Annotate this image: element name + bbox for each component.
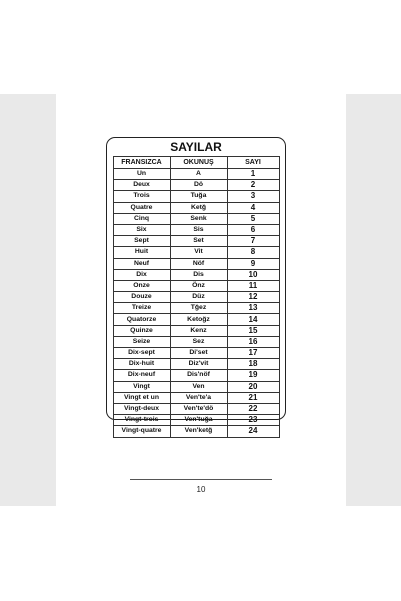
cell-number: 11: [227, 280, 279, 291]
cell-number: 4: [227, 202, 279, 213]
table-row: [113, 348, 279, 359]
cell-pronunciation: Nöf: [170, 258, 227, 269]
cell-pronunciation: Tuğa: [170, 191, 227, 202]
cell-number: 24: [227, 426, 279, 437]
cell-french: Dix-neuf: [113, 370, 170, 381]
cell-french: Un: [113, 169, 170, 180]
header-number: SAYI: [227, 157, 279, 169]
cell-french: Vingt-trois: [113, 415, 170, 426]
table-row: [113, 415, 279, 426]
cell-french: Deux: [113, 180, 170, 191]
table-row: [113, 392, 279, 403]
cell-french: Treize: [113, 303, 170, 314]
cell-number: 16: [227, 336, 279, 347]
cell-pronunciation: Set: [170, 236, 227, 247]
table-row: [113, 381, 279, 392]
footer-rule: [130, 479, 272, 480]
table-row: [113, 180, 279, 191]
table-row: [113, 247, 279, 258]
table-row: [113, 303, 279, 314]
table-row: [113, 169, 279, 180]
table-row: [113, 236, 279, 247]
cell-pronunciation: Ven'te'dö: [170, 403, 227, 414]
table-row: [113, 359, 279, 370]
cell-pronunciation: Ven'ketğ: [170, 426, 227, 437]
cell-pronunciation: Düz: [170, 292, 227, 303]
cell-number: 9: [227, 258, 279, 269]
cell-pronunciation: Di'set: [170, 348, 227, 359]
cell-pronunciation: Senk: [170, 213, 227, 224]
cell-french: Vingt: [113, 381, 170, 392]
cell-french: Huit: [113, 247, 170, 258]
cell-pronunciation: Vit: [170, 247, 227, 258]
cell-number: 10: [227, 269, 279, 280]
cell-number: 23: [227, 415, 279, 426]
cell-number: 13: [227, 303, 279, 314]
page-number: 10: [196, 485, 206, 494]
card-title: SAYILAR: [170, 140, 222, 154]
cell-pronunciation: Ketoğz: [170, 314, 227, 325]
table-row: [113, 269, 279, 280]
table-row: [113, 280, 279, 291]
cell-french: Vingt et un: [113, 392, 170, 403]
cell-french: Six: [113, 224, 170, 235]
cell-french: Onze: [113, 280, 170, 291]
cell-number: 17: [227, 348, 279, 359]
cell-number: 1: [227, 169, 279, 180]
cell-number: 20: [227, 381, 279, 392]
table-row: [113, 426, 279, 437]
cell-french: Dix-huit: [113, 359, 170, 370]
cell-number: 22: [227, 403, 279, 414]
cell-number: 2: [227, 180, 279, 191]
table-row: [113, 202, 279, 213]
cell-pronunciation: Diz'vit: [170, 359, 227, 370]
cell-pronunciation: Kenz: [170, 325, 227, 336]
table-row: [113, 292, 279, 303]
numbers-table: [113, 156, 280, 438]
cell-french: Seize: [113, 336, 170, 347]
header-french: FRANSIZCA: [113, 157, 170, 169]
header-pronunciation: OKUNUŞ: [170, 157, 227, 169]
table-row: [113, 336, 279, 347]
table-row: [113, 314, 279, 325]
table-row: [113, 191, 279, 202]
cell-french: Dix-sept: [113, 348, 170, 359]
cell-french: Trois: [113, 191, 170, 202]
cell-number: 6: [227, 224, 279, 235]
table-row: [113, 370, 279, 381]
cell-number: 5: [227, 213, 279, 224]
table-row: [113, 403, 279, 414]
cell-pronunciation: Dö: [170, 180, 227, 191]
cell-pronunciation: Önz: [170, 280, 227, 291]
cell-pronunciation: Ven'tuğa: [170, 415, 227, 426]
cell-pronunciation: Dis: [170, 269, 227, 280]
cell-number: 14: [227, 314, 279, 325]
cell-number: 19: [227, 370, 279, 381]
table-row: [113, 224, 279, 235]
cell-number: 12: [227, 292, 279, 303]
cell-number: 3: [227, 191, 279, 202]
cell-french: Neuf: [113, 258, 170, 269]
cell-french: Quinze: [113, 325, 170, 336]
table-row: [113, 258, 279, 269]
cell-pronunciation: Ven'te'a: [170, 392, 227, 403]
cell-pronunciation: A: [170, 169, 227, 180]
cell-number: 8: [227, 247, 279, 258]
cell-pronunciation: Tğez: [170, 303, 227, 314]
cell-french: Dix: [113, 269, 170, 280]
cell-number: 15: [227, 325, 279, 336]
book-page: [56, 94, 346, 506]
cell-french: Quatre: [113, 202, 170, 213]
table-header-row: [113, 157, 279, 169]
table-row: [113, 325, 279, 336]
cell-french: Vingt-deux: [113, 403, 170, 414]
cell-french: Sept: [113, 236, 170, 247]
cell-french: Douze: [113, 292, 170, 303]
cell-number: 7: [227, 236, 279, 247]
cell-pronunciation: Ven: [170, 381, 227, 392]
cell-french: Cinq: [113, 213, 170, 224]
cell-pronunciation: Sis: [170, 224, 227, 235]
cell-french: Quatorze: [113, 314, 170, 325]
cell-pronunciation: Sez: [170, 336, 227, 347]
cell-number: 21: [227, 392, 279, 403]
table-row: [113, 213, 279, 224]
numbers-card: [106, 137, 286, 436]
cell-pronunciation: Dis'nöf: [170, 370, 227, 381]
cell-pronunciation: Ketğ: [170, 202, 227, 213]
cell-number: 18: [227, 359, 279, 370]
cell-french: Vingt-quatre: [113, 426, 170, 437]
